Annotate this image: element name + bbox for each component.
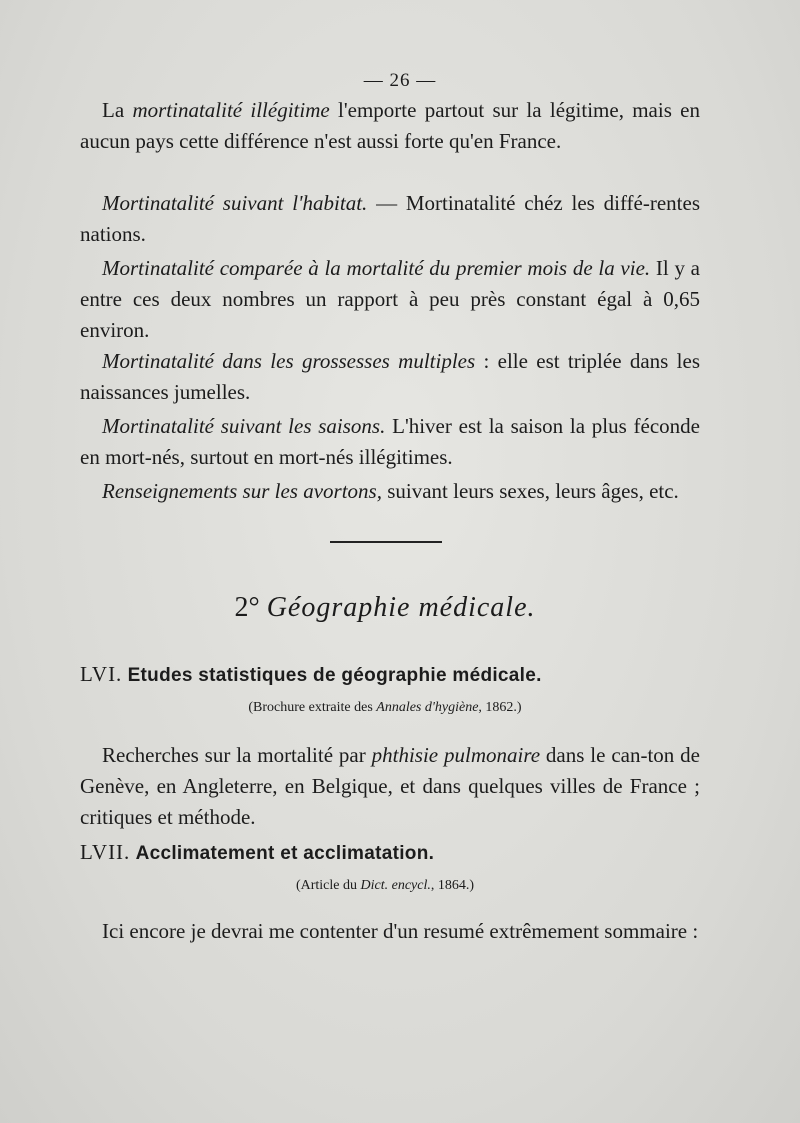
entry-number: LVII. (80, 840, 131, 864)
entry-title: Etudes statistiques de géographie médicale. (127, 665, 542, 686)
section-name: Géographie médicale. (266, 592, 536, 623)
section-title (0, 592, 770, 624)
entry-heading-lvii (80, 840, 720, 865)
entry-source-lvii: (Article du Dict. encycl., 1864.) (295, 878, 475, 893)
entry-body-lvi: Recherches sur la mortalité par phthisie pulmonaire dans le can-ton de Genève, en Angleterre, en Belgique, et dans quelques villes de France ; critiques et méthode. (80, 743, 700, 829)
paragraph-5: Mortinatalité suivant les saisons. L'hiver est la saison la plus féconde en mort-nés, surtout en mort-nés illégitimes. (80, 414, 700, 469)
paragraph-2: Mortinatalité suivant l'habitat. — Mortinatalité chéz les diffé-rentes nations. (80, 191, 701, 246)
separator-rule (330, 541, 442, 543)
entry-source-lvi: (Brochure extraite des Annales d'hygiène, 1862.) (248, 700, 522, 715)
page-number: — 26 — (363, 70, 437, 91)
paragraph-4: Mortinatalité dans les grossesses multiples : elle est triplée dans les naissances jumelles. (80, 349, 700, 404)
paragraph-1: La mortinatalité illégitime l'emporte partout sur la légitime, mais en aucun pays cette différence n'est aussi forte qu'en France. (80, 98, 700, 153)
paragraph-6: Renseignements sur les avortons, suivant leurs sexes, leurs âges, etc. (102, 479, 679, 503)
section-number: 2° (234, 592, 260, 623)
paragraph-3: Mortinatalité comparée à la mortalité du premier mois de la vie. Il y a entre ces deux nombres un rapport à peu près constant égal à 0,65 environ. (80, 256, 701, 342)
entry-body-lvii: Ici encore je devrai me contenter d'un resumé extrêmement sommaire : (102, 919, 699, 943)
entry-number: LVI. (80, 662, 123, 686)
entry-heading-lvi (80, 662, 720, 687)
entry-title: Acclimatement et acclimatation. (135, 843, 435, 864)
